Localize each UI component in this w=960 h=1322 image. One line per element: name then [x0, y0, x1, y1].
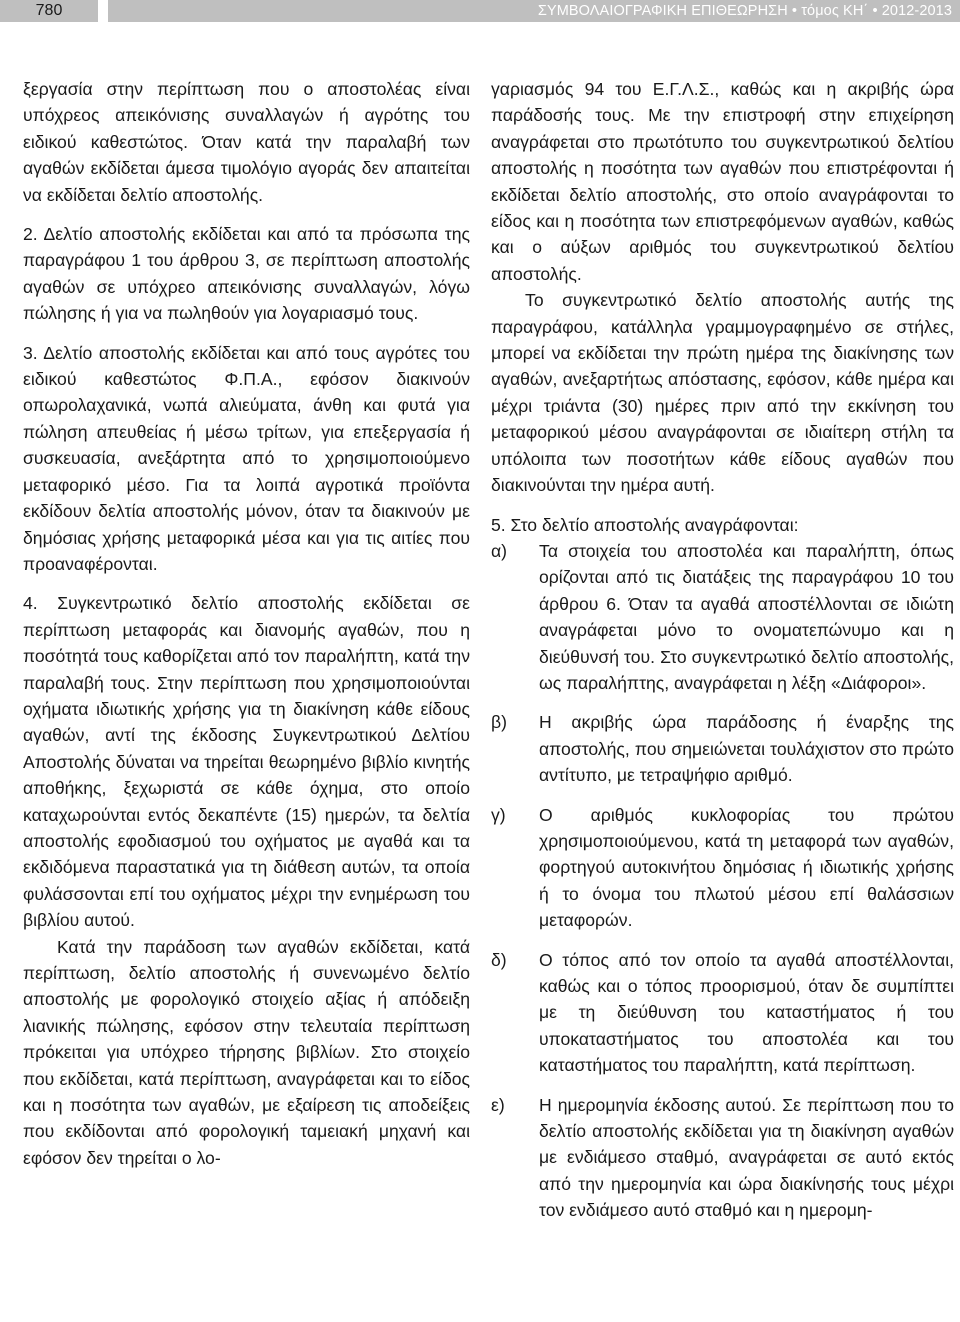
list-item: [491, 1092, 954, 1224]
list-item-label: α): [491, 540, 508, 561]
list-item-label: β): [491, 712, 507, 733]
paragraph-3: 3. Δελτίο αποστολής εκδίδεται και από τους αγρότες του ειδικού καθεστώτος Φ.Π.Α., εφόσον διακινούν οπωρολαχανικά, νωπά αλιεύματα, άνθη και φυτά για πώληση απευθείας ή μέσω τρίτων, για επεξεργασία ή συσκευασία, ανεξάρτητα από το χρησιμοποιούμενο μεταφορικό μέσο. Για τα λοιπά αγροτικά προϊόντα εκδίδουν δελτία αποστολής μόνον, όταν τα διακινούν με δημόσιας χρήσης μεταφορικά μέσα και για τις αιτίες που προαναφέρονται.: [23, 342, 470, 574]
list-item-text: Η ημερομηνία έκδοσης αυτού. Σε περίπτωση που το δελτίο αποστολής εκδίδεται για τη διακίνηση αγαθών με ενδιάμεσο σταθμό, αναγράφεται σε αυτό εκτός από την ημερομηνία και ώρα διακίνησής τους μέχρι τον ενδιάμεσο αυτό σταθμό και η ημερομη-: [539, 1094, 954, 1221]
paragraph-continuation: ξεργασία στην περίπτωση που ο αποστολέας είναι υπόχρεος απεικόνισης συναλλαγών ή αγρότης του ειδικού καθεστώτος. Όταν κατά την παραλαβή των αγαθών εκδίδεται άμεσα τιμολόγιο αγοράς δεν απαιτείται να εκδίδεται δελτίο αποστολής.: [23, 79, 470, 205]
list-item-text: Ο αριθμός κυκλοφορίας του πρώτου χρησιμοποιούμενου, κατά τη μεταφορά των αγαθών, φορτηγού αυτοκινήτου δημόσιας ή ιδιωτικής χρήσης ή το όνομα του πλωτού μέσου επί θαλάσσιων μεταφορών.: [539, 804, 954, 931]
list-item-text: Η ακριβής ώρα παράδοσης ή έναρξης της αποστολής, που σημειώνεται τουλάχιστον στο πρώτο αντίτυπο, με τετραψήφιο αριθμό.: [539, 712, 954, 786]
list-item-label: ε): [491, 1094, 505, 1115]
list-item-text: Ο τόπος από τον οποίο τα αγαθά αποστέλλονται, καθώς και ο τόπος προορισμού, όταν δε συμπίπτει με τη διεύθυνση του καταστήματος ή του υποκαταστήματος του αποστολέα και του καταστήματος του παραλήπτη, κατά περίπτωση.: [539, 949, 954, 1076]
paragraph-4: 4. Συγκεντρωτικό δελτίο αποστολής εκδίδεται σε περίπτωση μεταφοράς και διανομής αγαθών, που η ποσότητά τους καθορίζεται από τον παραλήπτη, κατά την παραλαβή τους. Στην περίπτωση που χρησιμοποιούνται οχήματα ιδιωτικής χρήσης για τη διακίνηση κάθε είδους αγαθών, αντί της έκδοσης Συγκεντρωτικού Δελτίου Αποστολής δύναται να τηρείται θεωρημένο βιβλίο κινητής αποθήκης, ξεχωριστά σε κάθε όχημα, στο οποίο καταχωρούνται εντός δεκαπέντε (15) ημερών, τα δελτία αποστολής εφοδιασμού του οχήματος με αγαθά και τα εκδιδόμενα παραστατικά για τη διάθεση αυτών, τα οποία φυλάσσονται επί του οχήματος μέχρι την ενημέρωση του βιβλίου αυτού.: [23, 593, 470, 931]
running-head-bar: [108, 0, 960, 22]
left-column: [23, 76, 470, 1171]
list-item: [491, 802, 954, 934]
list-item: [491, 538, 954, 696]
right-column: [491, 76, 954, 1224]
paragraph-5-intro: 5. Στο δελτίο αποστολής αναγράφονται:: [491, 514, 799, 535]
running-header: [0, 0, 960, 22]
page-number: 780: [35, 2, 63, 19]
list-item-label: γ): [491, 804, 506, 825]
paragraph-2: 2. Δελτίο αποστολής εκδίδεται και από τα πρόσωπα της παραγράφου 1 του άρθρου 3, σε περίπτωση αποστολής αγαθών σε υπόχρεο απεικόνισης συναλλαγών, λόγω πώλησης ή για να πωληθούν για λογαριασμό τους.: [23, 224, 470, 324]
paragraph-4-delivery: Κατά την παράδοση των αγαθών εκδίδεται, κατά περίπτωση, δελτίο αποστολής ή συνενωμένο δελτίο αποστολής με φορολογικό στοιχείο αξίας ή απόδειξη λιανικής πώλησης, εφόσον στην τελευταία περίπτωση πρόκειται για υπόχρεο τήρησης βιβλίων. Στο στοιχείο που εκδίδεται, κατά περίπτωση, αναγράφεται και το είδος και η ποσότητα των αγαθών, με εξαίρεση τις αποδείξεις που εκδίδονται από φορολογική ταμειακή μηχανή και εφόσον δεν τηρείται ο λο-: [23, 936, 470, 1168]
running-head-title: ΣΥΜΒΟΛΑΙΟΓΡΑΦΙΚΗ ΕΠΙΘΕΩΡΗΣΗ • τόμος ΚΗ΄ • 2012-2013: [537, 3, 952, 19]
list-item-text: Τα στοιχεία του αποστολέα και παραλήπτη, όπως ορίζονται από τις διατάξεις της παραγράφου 10 του άρθρου 6. Όταν τα αγαθά αποστέλλονται σε ιδιώτη αναγράφεται μόνο το ονοματεπώνυμο και η διεύθυνσή του. Στο συγκεντρωτικό δελτίο αποστολής, ως παραλήπτης, αναγράφεται η λέξη «Διάφοροι».: [539, 540, 954, 693]
list-item: [491, 947, 954, 1079]
paragraph-4-summary-note: Το συγκεντρωτικό δελτίο αποστολής αυτής της παραγράφου, κατάλληλα γραμμογραφημένο σε στήλες, μπορεί να εκδίδεται την πρώτη ημέρα της διακίνησης των αγαθών, ανεξαρτήτως απόστασης, εφόσον, κάθε ημέρα και μέχρι τριάντα (30) ημέρες πριν από την εκκίνηση του μεταφορικού μέσου αναγράφονται σε ιδιαίτερη στήλη τα υπόλοιπα των ποσοτήτων κάθε είδους αγαθών που διακινούνται την ημέρα αυτή.: [491, 290, 954, 496]
list-item-label: δ): [491, 949, 507, 970]
list-item: [491, 709, 954, 788]
paragraph-4-continued: γαριασμός 94 του Ε.Γ.Λ.Σ., καθώς και η ακριβής ώρα παράδοσής τους. Με την επιστροφή στην επιχείρηση αναγράφεται στο πρωτότυπο του συγκεντρωτικού δελτίου αποστολής η ποσότητα των αγαθών που επιστρέφονται ή εκδίδεται δελτίο αποστολής, στο οποίο αναγράφονται το είδος και η ποσότητα των επιστρεφόμενων αγαθών, καθώς και ο αύξων αριθμός του συγκεντρωτικού δελτίου αποστολής.: [491, 79, 954, 284]
